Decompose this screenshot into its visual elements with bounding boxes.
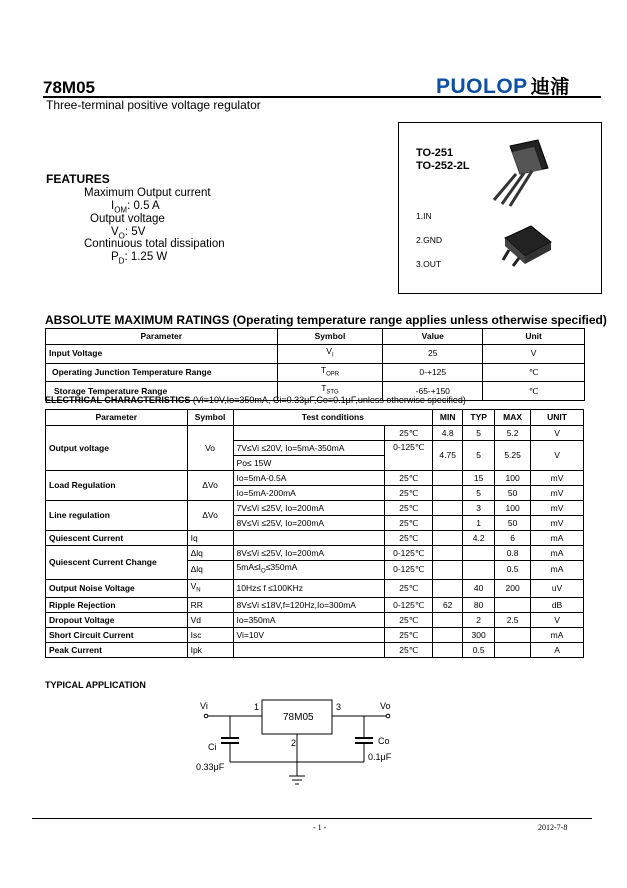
pd-line bbox=[111, 250, 167, 268]
cell-parameter: Storage Temperature Range bbox=[46, 382, 278, 401]
cell-symbol: $T_{OPR}$ bbox=[277, 363, 383, 382]
cell-temp: 0-125℃ bbox=[385, 561, 433, 580]
package-name-2: TO-252-2L bbox=[416, 160, 470, 172]
cell-temp: 0-125℃ bbox=[385, 546, 433, 561]
cell-temp: 25℃ bbox=[385, 613, 433, 628]
cell-parameter: Quiescent Current Change bbox=[46, 546, 188, 580]
cell-parameter: Load Regulation bbox=[46, 471, 188, 501]
header-symbol: Symbol bbox=[277, 329, 383, 345]
table-row bbox=[46, 579, 584, 598]
cell-typ: 5 bbox=[463, 426, 495, 441]
co-label: Co bbox=[378, 736, 390, 746]
cell-value: 0-+125 bbox=[383, 363, 483, 382]
cell-parameter: Operating Junction Temperature Range bbox=[46, 363, 278, 382]
part-number: 78M05 bbox=[43, 78, 95, 97]
cell-symbol: $V_I$ bbox=[277, 345, 383, 364]
cell-min bbox=[433, 471, 463, 486]
cell-parameter: Output voltage bbox=[46, 426, 188, 471]
cell-unit: mA bbox=[531, 531, 584, 546]
abs-max-title: ABSOLUTE MAXIMUM RATINGS (Operating temperature range applies unless otherwise specified) bbox=[45, 313, 607, 327]
cell-min bbox=[433, 628, 463, 643]
cell-value: -65-+150 bbox=[383, 382, 483, 401]
brand-latin: PUOLOP bbox=[436, 75, 528, 98]
cell-min bbox=[433, 546, 463, 561]
cell-symbol: Δlq bbox=[187, 561, 233, 580]
pd-sub: D bbox=[118, 256, 125, 266]
cell-parameter: Line regulation bbox=[46, 501, 188, 531]
cell-symbol: Iq bbox=[187, 531, 233, 546]
vo-value: : 5V bbox=[124, 226, 146, 238]
header-value: Value bbox=[383, 329, 483, 345]
cell-temp: 25℃ bbox=[385, 501, 433, 516]
cell-min: 62 bbox=[433, 598, 463, 613]
cell-max: 50 bbox=[495, 516, 531, 531]
cell-max: 100 bbox=[495, 471, 531, 486]
cell-max bbox=[495, 643, 531, 658]
ci-label: Ci bbox=[208, 742, 217, 752]
table-row bbox=[46, 628, 584, 643]
pin-1-label: 1.IN bbox=[416, 211, 432, 221]
table-row bbox=[46, 426, 584, 441]
footer-rule bbox=[32, 818, 592, 819]
cell-max: 0.8 bbox=[495, 546, 531, 561]
cell-typ: 1 bbox=[463, 516, 495, 531]
cell-condition: 8V≤Vi ≤18V,f=120Hz,Io=300mA bbox=[233, 598, 385, 613]
cell-min bbox=[433, 531, 463, 546]
pin-3-number: 3 bbox=[336, 702, 342, 712]
header-min: MIN bbox=[433, 410, 463, 426]
vo-symbol: V bbox=[111, 226, 119, 238]
header-parameter: Parameter bbox=[46, 410, 188, 426]
cell-symbol: ΔVo bbox=[187, 501, 233, 531]
cell-condition: Po≤ 15W bbox=[233, 456, 385, 471]
cell-symbol: RR bbox=[187, 598, 233, 613]
cell-temp: 25℃ bbox=[385, 628, 433, 643]
cell-min: 4.75 bbox=[433, 441, 463, 471]
table-row bbox=[46, 613, 584, 628]
cell-symbol: Ipk bbox=[187, 643, 233, 658]
cell-max: 2.5 bbox=[495, 613, 531, 628]
cell-min bbox=[433, 643, 463, 658]
cell-parameter: Ripple Rejection bbox=[46, 598, 188, 613]
cell-min bbox=[433, 561, 463, 580]
cell-temp: 25℃ bbox=[385, 516, 433, 531]
cell-symbol: Δlq bbox=[187, 546, 233, 561]
cell-condition: Vi=10V bbox=[233, 628, 385, 643]
cell-typ: 4.2 bbox=[463, 531, 495, 546]
table-row bbox=[46, 598, 584, 613]
cell-parameter: Peak Current bbox=[46, 643, 188, 658]
table-row bbox=[46, 363, 585, 382]
table-header-row bbox=[46, 410, 584, 426]
dissipation-label: Continuous total dissipation bbox=[84, 238, 225, 250]
cell-max: 5.2 bbox=[495, 426, 531, 441]
table-row bbox=[46, 546, 584, 561]
cell-symbol: Vo bbox=[187, 426, 233, 471]
cell-symbol: $V_N$ bbox=[187, 579, 233, 598]
abs-max-table bbox=[45, 328, 585, 401]
pin-1-number: 1 bbox=[254, 702, 260, 712]
cell-parameter: Input Voltage bbox=[46, 345, 278, 364]
iom-value: : 0.5 A bbox=[127, 200, 160, 212]
header-typ: TYP bbox=[463, 410, 495, 426]
cell-unit: mV bbox=[531, 501, 584, 516]
cell-condition: 8V≤Vi ≤25V, Io=200mA bbox=[233, 516, 385, 531]
co-value: 0.1μF bbox=[368, 752, 392, 762]
cell-condition: 7V≤Vi ≤20V, Io=5mA-350mA bbox=[233, 441, 385, 456]
pin-3-label: 3.OUT bbox=[416, 259, 442, 269]
header-test-conditions: Test conditions bbox=[233, 410, 433, 426]
header-parameter: Parameter bbox=[46, 329, 278, 345]
subtitle: Three-terminal positive voltage regulator bbox=[46, 98, 261, 112]
cell-min bbox=[433, 486, 463, 501]
vi-label: Vi bbox=[200, 701, 208, 711]
ic-label: 78M05 bbox=[283, 712, 314, 723]
cell-unit: mA bbox=[531, 546, 584, 561]
cell-max bbox=[495, 628, 531, 643]
cell-typ: 3 bbox=[463, 501, 495, 516]
cell-unit: mA bbox=[531, 628, 584, 643]
cell-temp: 25℃ bbox=[385, 643, 433, 658]
vo-sub: O bbox=[118, 231, 125, 241]
cell-typ bbox=[463, 561, 495, 580]
cell-typ: 80 bbox=[463, 598, 495, 613]
features-title: FEATURES bbox=[46, 172, 110, 186]
ci-value: 0.33μF bbox=[196, 762, 225, 772]
cell-temp: 25℃ bbox=[385, 531, 433, 546]
cell-typ: 40 bbox=[463, 579, 495, 598]
cell-condition bbox=[233, 531, 385, 546]
application-title: TYPICAL APPLICATION bbox=[45, 680, 146, 690]
cell-unit: V bbox=[531, 613, 584, 628]
cell-unit: V bbox=[531, 426, 584, 441]
cell-typ bbox=[463, 546, 495, 561]
cell-max: 5.25 bbox=[495, 441, 531, 471]
cell-symbol: ΔVo bbox=[187, 471, 233, 501]
cell-condition: Io=5mA-0.5A bbox=[233, 471, 385, 486]
cell-max: 200 bbox=[495, 579, 531, 598]
output-voltage-label: Output voltage bbox=[90, 213, 165, 225]
brand-logo bbox=[436, 72, 570, 99]
cell-unit: mA bbox=[531, 561, 584, 580]
cell-condition: Io=350mA bbox=[233, 613, 385, 628]
cell-max: 0.5 bbox=[495, 561, 531, 580]
application-circuit bbox=[190, 696, 420, 792]
cell-unit: mV bbox=[531, 516, 584, 531]
cell-temp: 25℃ bbox=[385, 471, 433, 486]
cell-unit: V bbox=[483, 345, 585, 364]
electrical-title-rest: (Vi=10V,Io=350mA, Ci=0.33μF,Co=0.1μF,unless otherwise specified) bbox=[190, 395, 466, 405]
cell-min bbox=[433, 579, 463, 598]
table-row bbox=[46, 531, 584, 546]
cell-typ: 5 bbox=[463, 441, 495, 471]
package-names bbox=[416, 147, 470, 173]
cell-parameter: Output Noise Voltage bbox=[46, 579, 188, 598]
pd-symbol: P bbox=[111, 251, 119, 263]
footer-date: 2012-7-8 bbox=[538, 823, 568, 832]
cell-max bbox=[495, 598, 531, 613]
cell-max: 100 bbox=[495, 501, 531, 516]
cell-unit: mV bbox=[531, 486, 584, 501]
iom-sub: OM bbox=[114, 205, 128, 215]
cell-unit: uV bbox=[531, 579, 584, 598]
header-symbol: Symbol bbox=[187, 410, 233, 426]
cell-unit: A bbox=[531, 643, 584, 658]
electrical-title bbox=[45, 395, 466, 405]
iom-symbol: I bbox=[111, 200, 115, 212]
cell-condition bbox=[233, 643, 385, 658]
cell-parameter: Dropout Voltage bbox=[46, 613, 188, 628]
cell-typ: 300 bbox=[463, 628, 495, 643]
cell-max: 6 bbox=[495, 531, 531, 546]
cell-unit: ℃ bbox=[483, 363, 585, 382]
cell-temp: 0-125℃ bbox=[385, 441, 433, 471]
cell-typ: 5 bbox=[463, 486, 495, 501]
cell-temp: 25℃ bbox=[385, 486, 433, 501]
page-number: - 1 - bbox=[313, 823, 327, 832]
pin-2-label: 2.GND bbox=[416, 235, 442, 245]
header-unit: Unit bbox=[483, 329, 585, 345]
cell-typ: 15 bbox=[463, 471, 495, 486]
to252-package-image bbox=[497, 222, 555, 268]
cell-typ: 2 bbox=[463, 613, 495, 628]
cell-unit: dB bbox=[531, 598, 584, 613]
cell-condition: Io=5mA-200mA bbox=[233, 486, 385, 501]
cell-symbol: $T_{STG}$ bbox=[277, 382, 383, 401]
cell-temp: 25℃ bbox=[385, 426, 433, 441]
cell-condition: 10Hz≤ f ≤100KHz bbox=[233, 579, 385, 598]
cell-temp: 25℃ bbox=[385, 579, 433, 598]
table-row bbox=[46, 345, 585, 364]
cell-min bbox=[433, 613, 463, 628]
cell-unit: V bbox=[531, 441, 584, 471]
brand-cjk: 迪浦 bbox=[530, 77, 570, 98]
cell-temp: 0-125℃ bbox=[385, 598, 433, 613]
max-output-current-label: Maximum Output current bbox=[84, 187, 211, 199]
cell-condition: 7V≤Vi ≤25V, Io=200mA bbox=[233, 501, 385, 516]
header-unit: UNIT bbox=[531, 410, 584, 426]
header-max: MAX bbox=[495, 410, 531, 426]
cell-min: 4.8 bbox=[433, 426, 463, 441]
cell-condition bbox=[233, 426, 385, 441]
vo-label: Vo bbox=[380, 701, 391, 711]
to251-package-image bbox=[486, 138, 556, 210]
cell-symbol: Isc bbox=[187, 628, 233, 643]
cell-value: 25 bbox=[383, 345, 483, 364]
cell-max: 50 bbox=[495, 486, 531, 501]
cell-parameter: Quiescent Current bbox=[46, 531, 188, 546]
table-header-row bbox=[46, 329, 585, 345]
cell-typ: 0.5 bbox=[463, 643, 495, 658]
cell-unit: mV bbox=[531, 471, 584, 486]
pd-value: : 1.25 W bbox=[124, 251, 168, 263]
package-name-1: TO-251 bbox=[416, 147, 454, 159]
cell-condition: 8V≤Vi ≤25V, Io=200mA bbox=[233, 546, 385, 561]
cell-condition: $5mA\le I_O\le 350mA$ bbox=[233, 561, 385, 580]
pin-2-number: 2 bbox=[291, 738, 297, 748]
cell-parameter: Short Circuit Current bbox=[46, 628, 188, 643]
cell-min bbox=[433, 501, 463, 516]
table-row bbox=[46, 643, 584, 658]
electrical-table bbox=[45, 409, 584, 658]
electrical-title-bold: ELECTRICAL CHARACTERISTICS bbox=[45, 395, 191, 405]
table-row bbox=[46, 471, 584, 486]
cell-min bbox=[433, 516, 463, 531]
cell-symbol: Vd bbox=[187, 613, 233, 628]
cell-unit: ℃ bbox=[483, 382, 585, 401]
table-row bbox=[46, 501, 584, 516]
